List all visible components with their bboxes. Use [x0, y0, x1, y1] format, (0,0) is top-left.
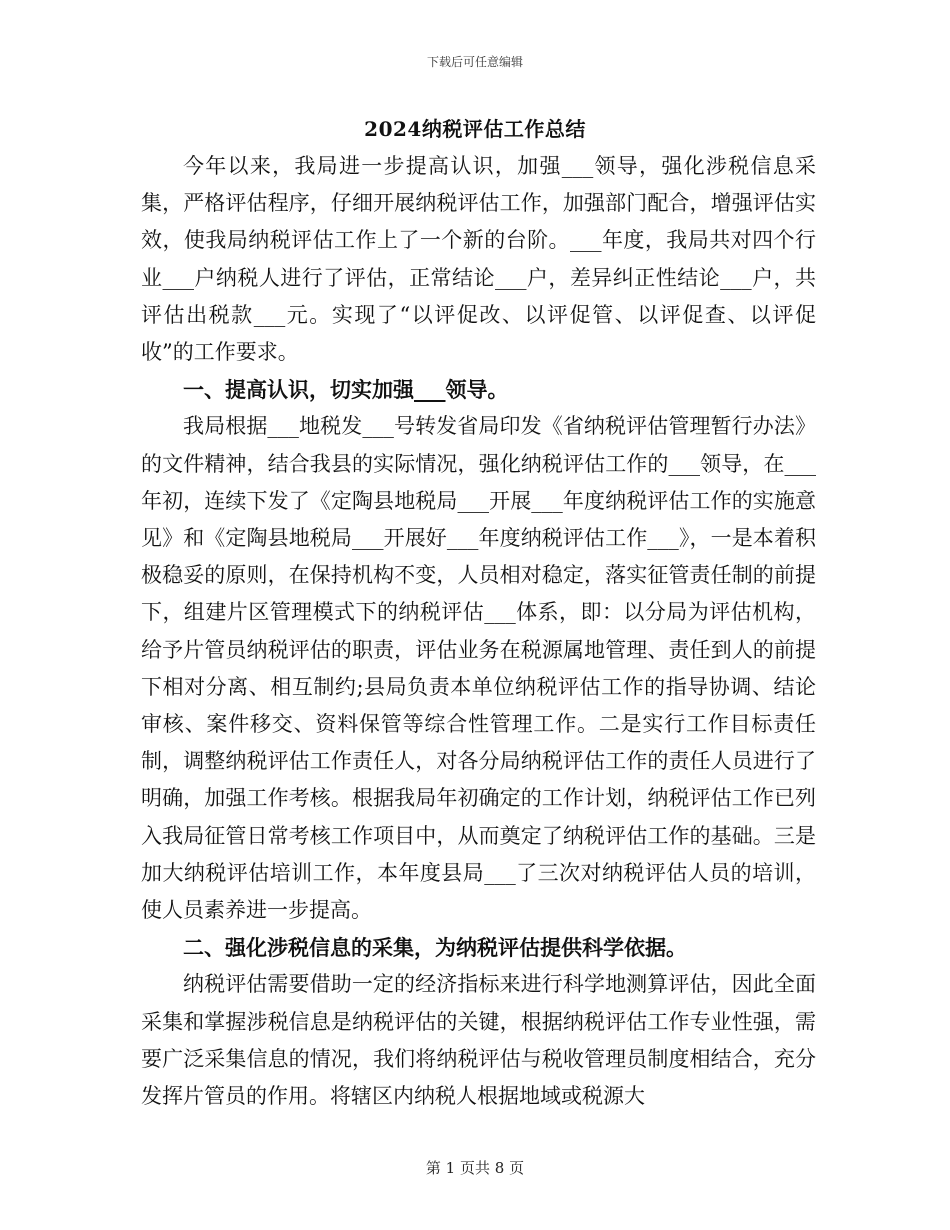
- header-note: 下载后可任意编辑: [426, 55, 523, 69]
- document-body: [141, 148, 816, 1115]
- page-number-footer: 第 1 页共 8 页: [425, 1159, 525, 1177]
- paragraph-section-2: 纳税评估需要借助一定的经济指标来进行科学地测算评估，因此全面采集和掌握涉税信息是纳税评估的关键，根据纳税评估工作专业性强，需要广泛采集信息的情况，我们将纳税评估与税收管理员制度相结合，充分发挥片管员的作用。将辖区内纳税人根据地域或税源大: [141, 972, 816, 1109]
- paragraph-intro: 今年以来，我局进一步提高认识，加强___领导，强化涉税信息采集，严格评估程序，仔细开展纳税评估工作，加强部门配合，增强评估实效，使我局纳税评估工作上了一个新的台阶。___年度，我局共对四个行业___户纳税人进行了评估，正常结论___户，差异纠正性结论___户，共评估出税款___元。实现了“以评促改、以评促管、以评促查、以评促收”的工作要求。: [141, 154, 816, 365]
- document-title: 2024纳税评估工作总结: [364, 117, 586, 141]
- paragraph-section-1: 我局根据___地税发___号转发省局印发《省纳税评估管理暂行办法》的文件精神，结合我县的实际情况，强化纳税评估工作的___领导，在___年初，连续下发了《定陶县地税局___开展___年度纳税评估工作的实施意见》和《定陶县地税局___开展好___年度纳税评估工作___》，一是本着积极稳妥的原则，在保持机构不变，人员相对稳定，落实征管责任制的前提下，组建片区管理模式下的纳税评估___体系，即：以分局为评估机构，给予片管员纳税评估的职责，评估业务在税源属地管理、责任到人的前提下相对分离、相互制约;县局负责本单位纳税评估工作的指导协调、结论审核、案件移交、资料保管等综合性管理工作。二是实行工作目标责任制，调整纳税评估工作责任人，对各分局纳税评估工作的责任人员进行了明确，加强工作考核。根据我局年初确定的工作计划，纳税评估工作已列入我局征管日常考核工作项目中，从而奠定了纳税评估工作的基础。三是加大纳税评估培训工作，本年度县局___了三次对纳税评估人员的培训，使人员素养进一步提高。: [141, 414, 816, 923]
- section-heading-1: 一、提高认识，切实加强___领导。: [183, 377, 509, 403]
- section-heading-2: 二、强化涉税信息的采集，为纳税评估提供科学依据。: [183, 935, 687, 961]
